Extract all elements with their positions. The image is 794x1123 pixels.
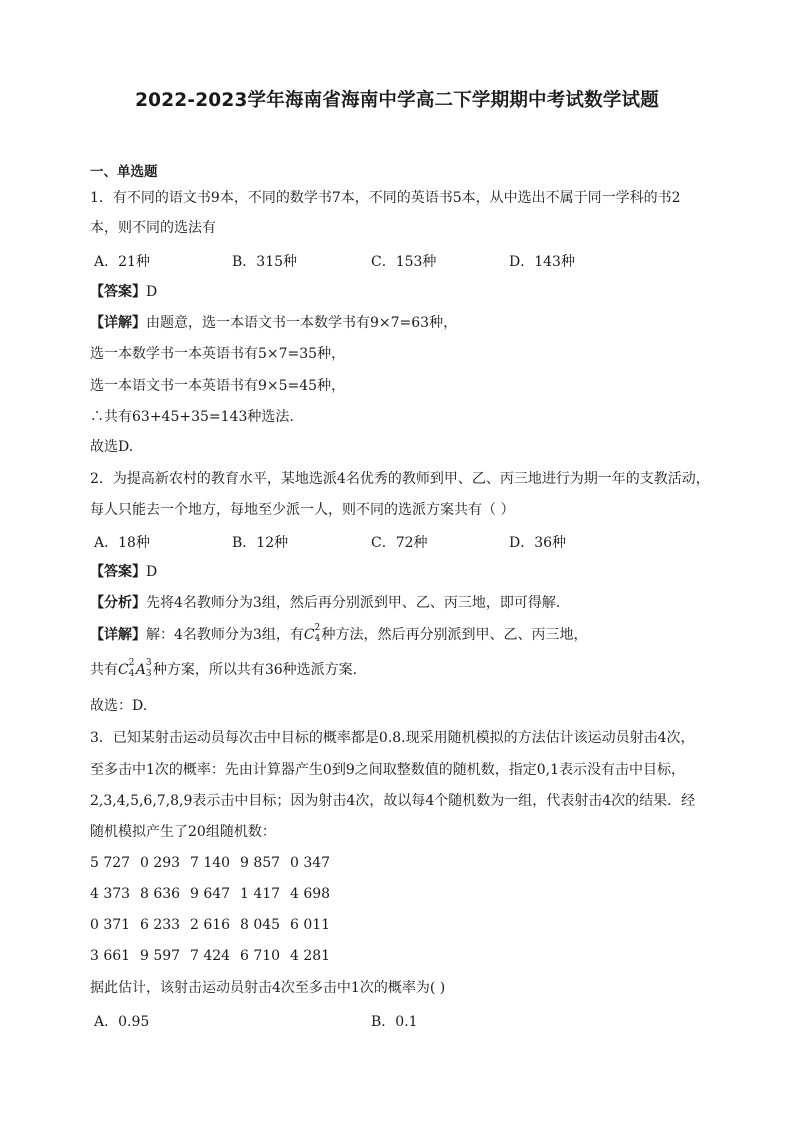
detail-text: 共有 [90, 662, 118, 678]
q1-detail-line1 [90, 314, 457, 332]
q2-stem-line1: 2．为提高新农村的教育水平，某地选派4名优秀的教师到甲、乙、丙三地进行为期一年的支教活动， [90, 471, 710, 487]
q3-option-b: B．0.1 [371, 1014, 418, 1030]
q3-stem-line3: 2,3,4,5,6,7,8,9表示击中目标；因为射击4次，故以每4个随机数为一组，代表射击4次的结果．经 [90, 793, 696, 809]
combination-symbol: C [118, 662, 129, 678]
random-number: 6 233 [140, 917, 181, 933]
detail-tag: 【详解】 [90, 315, 146, 331]
q3-question: 据此估计，该射击运动员射击4次至多击中1次的概率为( ) [90, 980, 446, 996]
q3-stem-line1: 3．已知某射击运动员每次击中目标的概率都是0.8.现采用随机模拟的方法估计该运动员射击4次， [90, 730, 695, 746]
random-number: 8 636 [140, 886, 181, 902]
random-number: 9 857 [240, 855, 281, 871]
arrangement-indices [145, 658, 153, 679]
random-number: 6 710 [240, 948, 281, 964]
q2-option-c: C．72种 [371, 535, 428, 551]
q1-option-b: B．315种 [232, 254, 298, 270]
arrangement-symbol: A [135, 662, 146, 678]
q3-option-a: A．0.95 [94, 1014, 150, 1030]
section-heading: 一、单选题 [90, 164, 158, 180]
random-number: 8 045 [240, 917, 281, 933]
combination-indices [128, 658, 136, 679]
random-number: 2 616 [190, 917, 231, 933]
analysis-text: 先将4名教师分为3组，然后再分别派到甲、乙、丙三地，即可得解. [146, 595, 561, 611]
random-number: 9 597 [140, 948, 181, 964]
q1-answer [90, 283, 157, 301]
random-number: 6 011 [290, 917, 331, 933]
q3-stem-line2: 至多击中1次的概率：先由计算器产生0到9之间取整数值的随机数，指定0,1表示没有击中目标， [90, 762, 685, 778]
random-number: 7 424 [190, 948, 231, 964]
random-number-row [90, 916, 340, 934]
answer-tag: 【答案】 [90, 564, 146, 580]
detail-text: 由题意，选一本语文书一本数学书有9×7=63种， [146, 315, 458, 331]
q2-option-a: A．18种 [94, 535, 150, 551]
random-number: 0 293 [140, 855, 181, 871]
superscript: 3 [145, 658, 152, 668]
q2-analysis [90, 594, 560, 612]
random-number: 4 373 [90, 886, 131, 902]
analysis-tag: 【分析】 [90, 595, 146, 611]
detail-tag: 【详解】 [90, 627, 146, 643]
random-number: 9 647 [190, 886, 231, 902]
random-number: 1 417 [240, 886, 281, 902]
answer-tag: 【答案】 [90, 284, 146, 300]
q1-stem-line1: 1．有不同的语文书9本，不同的数学书7本，不同的英语书5本，从中选出不属于同一学科的书2 [90, 190, 681, 206]
answer-value: D [146, 284, 158, 300]
random-number-row [90, 854, 340, 872]
random-number: 0 371 [90, 917, 131, 933]
detail-text: 种方案，所以共有36种选派方案. [152, 662, 358, 678]
q1-option-c: C．153种 [371, 254, 437, 270]
random-number: 5 727 [90, 855, 131, 871]
q3-stem-line4: 随机模拟产生了20组随机数： [90, 824, 276, 840]
subscript: 4 [314, 634, 321, 644]
combination-symbol: C [303, 627, 315, 643]
q2-option-b: B．12种 [232, 535, 289, 551]
random-number: 0 347 [290, 855, 331, 871]
q1-detail-line2: 选一本数学书一本英语书有5×7=35种， [90, 346, 346, 362]
answer-value: D [146, 564, 158, 580]
random-number-row [90, 885, 340, 903]
q1-option-d: D．143种 [509, 254, 575, 270]
random-number: 3 661 [90, 948, 131, 964]
page-title: 2022-2023学年海南省海南中学高二下学期期中考试数学试题 [135, 90, 659, 111]
q2-option-d: D．36种 [509, 535, 567, 551]
q1-detail-line3: 选一本语文书一本英语书有9×5=45种， [90, 378, 346, 394]
superscript: 2 [314, 623, 321, 633]
q2-stem-line2: 每人只能去一个地方，每地至少派一人，则不同的选派方案共有（ ） [90, 502, 515, 518]
superscript: 2 [128, 658, 135, 668]
detail-text: 解：4名教师分为3组，有 [146, 627, 304, 643]
q1-option-a: A．21种 [94, 254, 150, 270]
q2-conclusion: 故选：D. [90, 698, 148, 714]
random-number: 7 140 [190, 855, 231, 871]
random-number-row [90, 947, 340, 965]
q1-conclusion: 故选D. [90, 439, 134, 455]
detail-text: 种方法，然后再分别派到甲、乙、丙三地， [321, 627, 588, 643]
q1-detail-line4: ∴共有63+45+35=143种选法. [90, 409, 294, 425]
combination-indices [314, 623, 322, 644]
q2-detail-line2 [90, 660, 357, 679]
q2-detail-line1 [90, 625, 588, 644]
q2-answer [90, 563, 157, 581]
random-number: 4 698 [290, 886, 331, 902]
subscript: 4 [128, 669, 135, 679]
random-number: 4 281 [290, 948, 331, 964]
q1-stem-line2: 本，则不同的选法有 [90, 220, 216, 236]
subscript: 3 [145, 669, 152, 679]
